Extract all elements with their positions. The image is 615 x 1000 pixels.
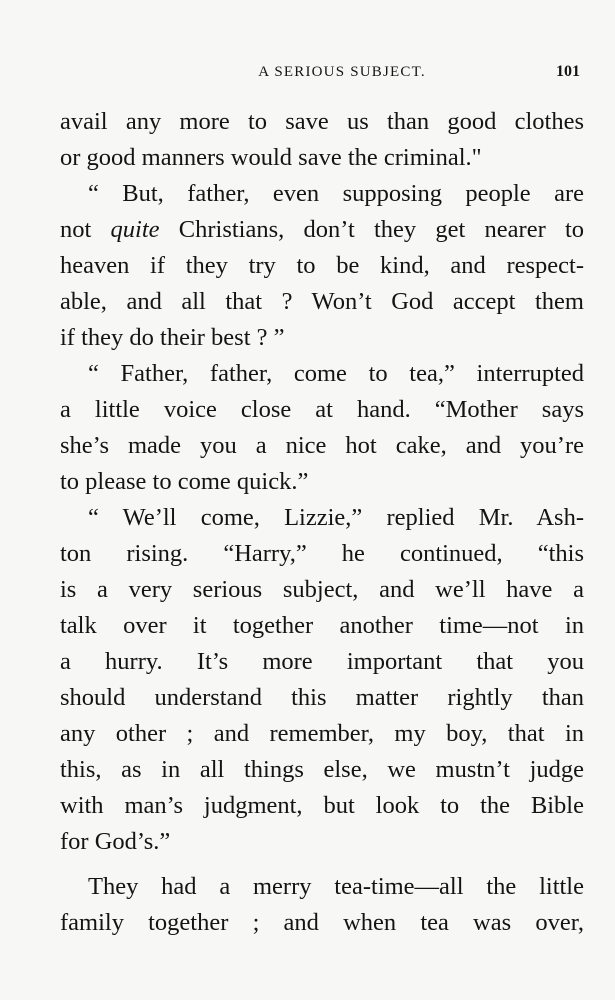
text-line: with man’s judgment, but look to the Bible: [60, 792, 584, 819]
text-line: able, and all that ? Won’t God accept them: [60, 288, 584, 315]
text-line: talk over it together another time—not in: [60, 612, 584, 639]
text-line: is a very serious subject, and we’ll have a: [60, 576, 584, 603]
paragraph-gap: [60, 860, 584, 869]
running-head: [60, 60, 584, 84]
text-line: family together ; and when tea was over,: [60, 909, 584, 936]
text-line: They had a merry tea-time—all the little: [88, 873, 584, 900]
text-line: to please to come quick.”: [60, 468, 309, 495]
text-line: avail any more to save us than good clothes: [60, 108, 584, 135]
text-line: heaven if they try to be kind, and respect-: [60, 252, 584, 279]
text-line: a little voice close at hand. “Mother says: [60, 396, 584, 423]
text-span: not: [60, 216, 92, 243]
text-line: or good manners would save the criminal.": [60, 144, 482, 171]
text-line: “ Father, father, come to tea,” interrupted: [88, 360, 584, 387]
running-title: A SERIOUS SUBJECT.: [258, 64, 426, 80]
text-line: a hurry. It’s more important that you: [60, 648, 584, 675]
text-line: for God’s.”: [60, 828, 171, 855]
text-line: “ We’ll come, Lizzie,” replied Mr. Ash-: [88, 504, 584, 531]
text-line: if they do their best ? ”: [60, 324, 285, 351]
emphasis-text: quite: [110, 216, 160, 243]
text-line: any other ; and remember, my boy, that in: [60, 720, 584, 747]
text-line: ton rising. “Harry,” he continued, “this: [60, 540, 584, 567]
page-number: 101: [556, 63, 580, 80]
text-line: she’s made you a nice hot cake, and you’re: [60, 432, 584, 459]
body-text: [60, 104, 584, 941]
text-line: this, as in all things else, we mustn’t judge: [60, 756, 584, 783]
text-line: should understand this matter rightly than: [60, 684, 584, 711]
text-line: “ But, father, even supposing people are: [88, 180, 584, 207]
text-line: [60, 212, 584, 248]
text-span: Christians, don’t they get nearer to: [178, 216, 585, 243]
